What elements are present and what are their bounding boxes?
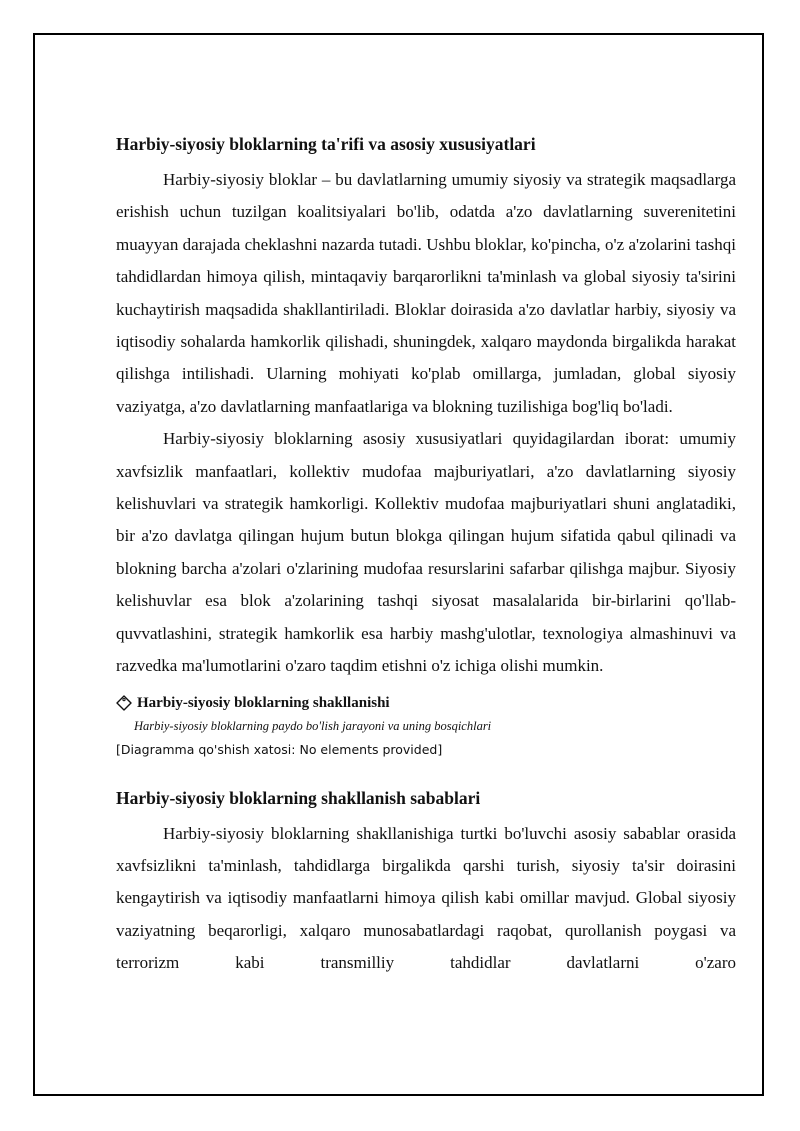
diagram-title-row xyxy=(116,692,736,714)
paragraph-causes: Harbiy-siyosiy bloklarning shakllanishiga turtki bo'luvchi asosiy sabablar orasida xavfsizlikni ta'minlash, tahdidlarga birgalikda qarshi turish, siyosiy ta'sir doirasini kengaytirish va iqtisodiy manfaatlarni himoya qilish kabi omillar mavjud. Global siyosiy vaziyatning beqarorligi, xalqaro munosabatlardagi raqobat, qurollanish poygasi va terrorizm kabi transmilliy tahdidlar davlatlarni o'zaro xyxy=(116,823,736,973)
diagram-error-message: [Diagramma qo'shish xatosi: No elements provided] xyxy=(116,741,443,757)
diagram-subtitle: Harbiy-siyosiy bloklarning paydo bo'lish jarayoni va uning bosqichlari xyxy=(134,718,492,733)
paragraph-definition: Harbiy-siyosiy bloklar – bu davlatlarning umumiy siyosiy va strategik maqsadlarga erishish uchun tuzilgan koalitsiyalari bo'lib, odatda a'zo davlatlarning suverenitetini muayyan darajada cheklashni nazarda tutadi. Ushbu bloklar, ko'pincha, o'z a'zolarini tashqi tahdidlardan himoya qilish, mintaqaviy barqarorlikni ta'minlash va global siyosiy ta'sirini kuchaytirish maqsadida shakllantiriladi. Bloklar doirasida a'zo davlatlar harbiy, siyosiy va iqtisodiy sohalarda hamkorlik qilishadi, shuningdek, xalqaro maydonda birgalikda harakat qilishga intilishadi. Ularning mohiyati ko'plab omillarga, jumladan, global siyosiy vaziyatga, a'zo davlatlarning manfaatlariga va blokning tuzilishiga bog'liq bo'ladi. xyxy=(116,170,736,416)
section-heading-definition: Harbiy-siyosiy bloklarning ta'rifi va asosiy xususiyatlari xyxy=(116,134,536,154)
diagram-title: Harbiy-siyosiy bloklarning shakllanishi xyxy=(137,694,390,711)
paragraph-characteristics: Harbiy-siyosiy bloklarning asosiy xususiyatlari quyidagilardan iborat: umumiy xavfsizlik manfaatlari, kollektiv mudofaa majburiyatlari, a'zo davlatlarning siyosiy kelishuvlari va strategik hamkorligi. Kollektiv mudofaa majburiyatlari shuni anglatadiki, bir a'zo davlatga qilingan hujum butun blokga qilingan hujum sifatida qabul qilinadi va blokning barcha a'zolari o'zlarining mudofaa resurslarini safarbar qilishga majbur. Siyosiy kelishuvlar esa blok a'zolarining tashqi siyosat masalalarida bir-birlarini qo'llab-quvvatlashini, strategik hamkorlik esa harbiy mashg'ulotlar, texnologiya almashinuvi va razvedka ma'lumotlarini o'zaro taqdim etishni o'z ichiga olishi mumkin. xyxy=(116,429,736,676)
page-frame xyxy=(33,33,764,1096)
document-content xyxy=(116,132,736,980)
diagram-placeholder xyxy=(116,692,736,760)
section-heading-causes: Harbiy-siyosiy bloklarning shakllanish sabablari xyxy=(116,787,481,808)
tag-icon xyxy=(116,695,132,711)
